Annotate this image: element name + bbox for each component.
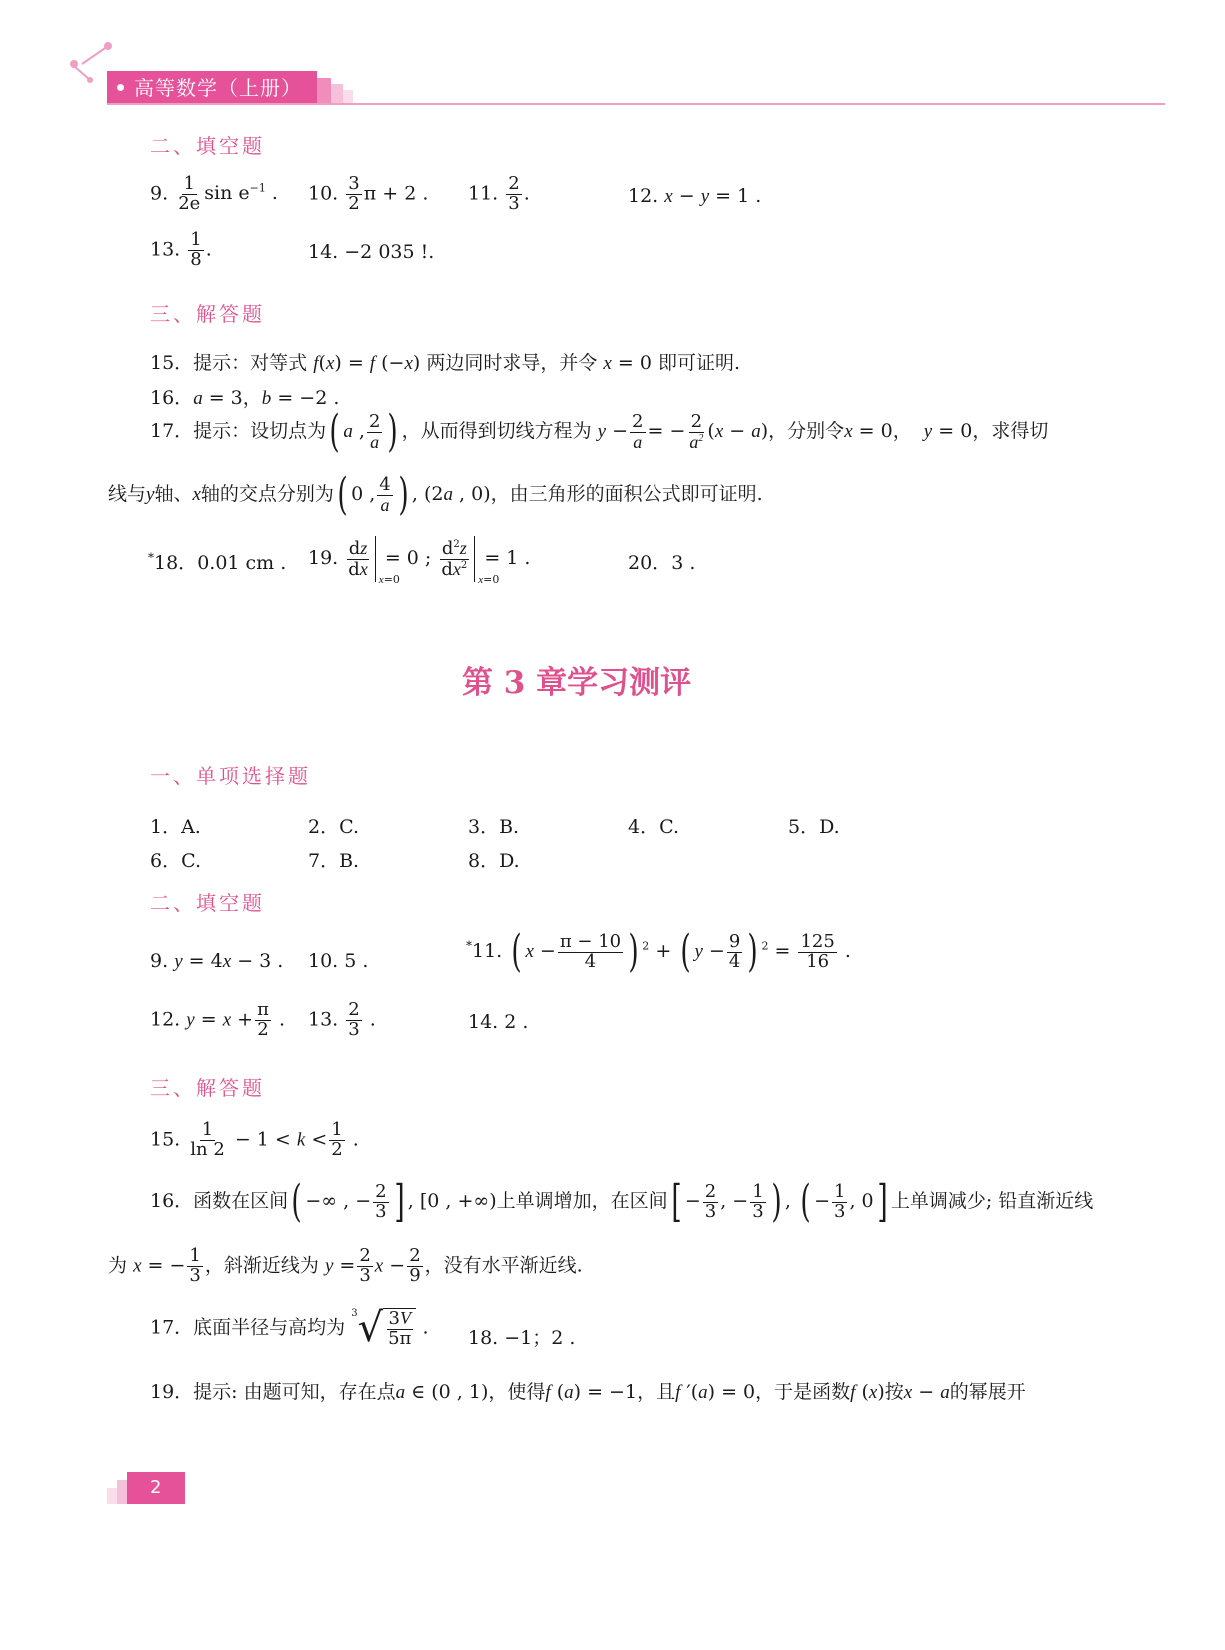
item-number: 11. [468,182,499,205]
choice-answer: 4．C. [628,816,679,838]
footer-deco-1 [107,1488,117,1504]
solve-answer-18: 18. −1；2 . [468,1327,576,1349]
answer-11: 11. $\frac{2}{3}$ . [468,173,530,214]
answer-17-line2: 线与y轴、x轴的交点分别为( 0 , $\frac{4}{a}$ ) , (2a , 0)，由三角形的面积公式即可证明. [108,469,763,520]
answer-17-line1: 17．提示：设切点为( a , $\frac{2}{a}$ ) ，从而得到切线方程为 y − $\frac{2}{a}$ = − $\frac{2}{a^2}$ (x − a)，分别令x = 0， y = 0，求得切 [150,406,1049,457]
header-dot-icon [117,84,124,91]
fill-answer-12: 12. y = x + $\frac{\pi}{2}$ . [150,999,286,1040]
fill-answer-14: 14. 2 . [468,1011,529,1033]
answer-9: 9. $\frac{1}{2e}$ $\sin e^{-1}$ . [150,173,278,214]
item-number: 13. [150,238,181,261]
choice-answer: 3．B. [468,816,520,838]
item-number: 9. [150,182,169,205]
footer-deco-2 [117,1480,127,1504]
solve-answer-17: 17．底面半径与高均为 3 √ $\frac{3V}{5\pi}$ . [150,1305,429,1352]
answer-13: 13. $\frac{1}{8}$ . [150,229,212,270]
item-number: 14. [308,241,339,263]
choice-answer: 7．B. [308,850,360,872]
answer-16: 16．a = 3，b = −2 . [150,387,340,409]
section-title-fill-2: 二、填空题 [150,891,265,915]
section-title-choice: 一、单项选择题 [150,764,311,788]
fill-answer-9: 9. y = 4x − 3 . [150,950,284,972]
header-bar-fade3 [343,90,353,103]
header-title: 高等数学（上册） [134,76,302,100]
answer-14 [308,241,434,263]
chapter-title: 第 3 章学习测评 [462,665,692,701]
page-number: 2 [150,1477,162,1498]
section-title-fill: 二、填空题 [150,134,265,158]
answer-12: 12. x − y = 1 . [628,185,762,207]
fill-answer-11: *11. ( x − $\frac{\pi - 10}{4}$ ) $^2$ + ( y − $\frac{9}{4}$ ) $^2$ = $\frac{125}{16}$ . [466,926,851,977]
solve-answer-16-line2: 为 x = − $\frac{1}{3}$ ，斜渐近线为 y = $\frac{2}{3}$ x − $\frac{2}{9}$ ，没有水平渐近线. [108,1245,583,1286]
choice-answer: 1．A. [150,816,201,838]
answer-18: *18．0.01 cm . [148,550,287,574]
fill-answer-10: 10. 5 . [308,950,369,972]
section-title-solve-2: 三、解答题 [150,1076,265,1100]
choice-answer: 6．C. [150,850,201,872]
answer-15: 15．提示：对等式 f(x) = f (−x) 两边同时求导，并令 x = 0 即可证明. [150,352,741,374]
answer-value: −2 035 !. [344,241,435,263]
answer-19: 19. $\frac{dz}{dx}$ x=0 = 0 ; $\frac{d^2z}{dx^2}$ x=0 = 1 . [308,537,531,586]
answer-20: 20．3 . [628,552,696,574]
fill-answer-13: 13. $\frac{2}{3}$ . [308,999,376,1040]
header-line [107,103,1165,105]
header-bar-fade2 [331,84,343,103]
choice-answer: 2．C. [308,816,359,838]
solve-answer-16-line1: 16．函数在区间( −∞ , − $\frac{2}{3}$ ] , [0 , +∞)上单调增加，在区间[ − $\frac{2}{3}$ , − $\frac{1}{3}$ ) , ( − $\frac{1}{3}$ , 0] 上单调减少; 铅直渐近线 [150,1176,1094,1227]
item-number: 10. [308,182,339,205]
solve-answer-15: 15. $\frac{1}{\ln 2}$ − 1 < k < $\frac{1}{2}$ . [150,1119,359,1160]
section-title-solve: 三、解答题 [150,302,265,326]
choice-answer: 5．D. [788,816,840,838]
item-number: 12. [628,185,659,207]
choice-answer: 8．D. [468,850,520,872]
answer-10: 10. $\frac{3}{2}$ π + 2 . [308,173,429,214]
solve-answer-19: 19．提示: 由题可知，存在点a ∈ (0 , 1)，使得f (a) = −1，且f ′(a) = 0，于是函数f (x)按x − a的幂展开 [150,1381,1026,1403]
header-bar-fade1 [317,78,331,103]
